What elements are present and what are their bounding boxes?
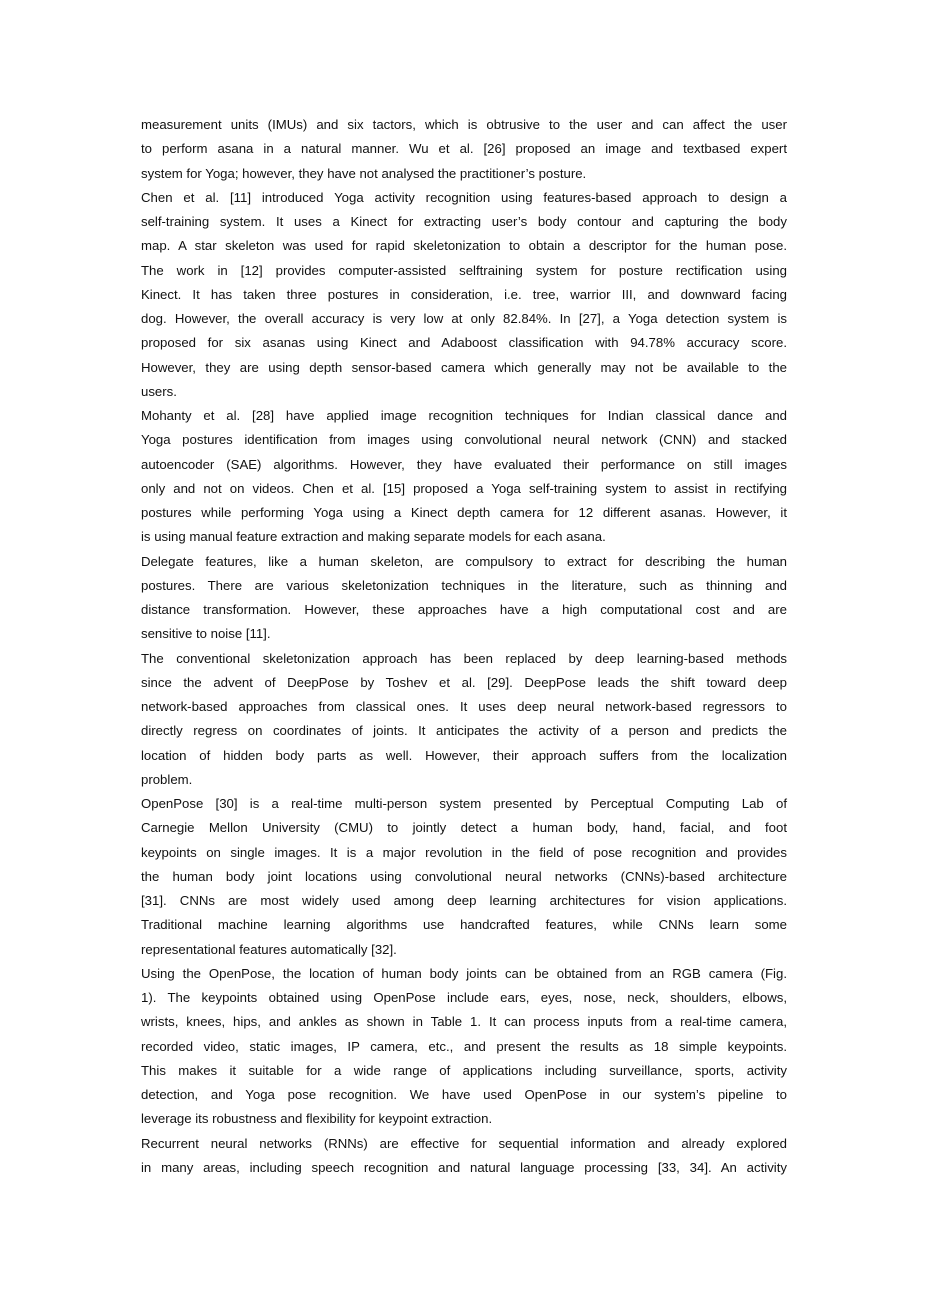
text-line: The conventional skeletonization approach has been replaced by deep learning-based methods [141, 650, 787, 666]
text-line: [31]. CNNs are most widely used among deep learning architectures for vision applications. [141, 893, 787, 908]
text-line: users. [141, 383, 177, 399]
paragraph [141, 404, 787, 550]
text-line: 1). The keypoints obtained using OpenPose include ears, eyes, nose, neck, shoulders, elbows, [141, 990, 787, 1005]
text-line: measurement units (IMUs) and six tactors, which is obtrusive to the user and can affect the user [141, 117, 787, 132]
text-line: system for Yoga; however, they have not analysed the practitioner’s posture. [141, 165, 587, 181]
text-line: Mohanty et al. [28] have applied image recognition techniques for Indian classical dance and [141, 408, 787, 423]
text-line: Traditional machine learning algorithms use handcrafted features, while CNNs learn some [141, 917, 787, 933]
text-line: since the advent of DeepPose by Toshev et al. [29]. DeepPose leads the shift toward deep [141, 674, 787, 690]
text-line: Yoga postures identification from images using convolutional neural network (CNN) and stacked [141, 432, 787, 448]
text-line: wrists, knees, hips, and ankles as shown in Table 1. It can process inputs from a real-time camera, [141, 1014, 787, 1030]
text-line: directly regress on coordinates of joints. It anticipates the activity of a person and predicts the [141, 723, 787, 739]
text-line: location of hidden body parts as well. However, their approach suffers from the localization [141, 747, 787, 763]
text-line: leverage its robustness and flexibility for keypoint extraction. [141, 1111, 493, 1127]
text-line: representational features automatically [32]. [141, 941, 397, 957]
text-line: to perform asana in a natural manner. Wu et al. [26] proposed an image and textbased expert [141, 141, 787, 157]
text-line: autoencoder (SAE) algorithms. However, they have evaluated their performance on still images [141, 456, 787, 472]
text-line: However, they are using depth sensor-based camera which generally may not be available to the [141, 359, 787, 375]
text-line: This makes it suitable for a wide range of applications including surveillance, sports, activity [141, 1062, 787, 1078]
text-line: recorded video, static images, IP camera, etc., and present the results as 18 simple keypoints. [141, 1038, 787, 1054]
paragraph [141, 962, 787, 1132]
paragraph [141, 1132, 787, 1181]
text-line: in many areas, including speech recognition and natural language processing [33, 34]. An activity [141, 1159, 787, 1175]
text-line: problem. [141, 771, 193, 787]
text-line: self-training system. It uses a Kinect for extracting user’s body contour and capturing the body [141, 214, 787, 229]
text-line: sensitive to noise [11]. [141, 626, 271, 642]
text-line: the human body joint locations using convolutional neural networks (CNNs)-based architecture [141, 868, 787, 884]
text-line: Chen et al. [11] introduced Yoga activity recognition using features-based approach to design a [141, 189, 787, 205]
text-line: dog. However, the overall accuracy is very low at only 82.84%. In [27], a Yoga detection system is [141, 311, 787, 326]
text-line: network-based approaches from classical ones. It uses deep neural network-based regressors to [141, 699, 787, 714]
text-line: Using the OpenPose, the location of human body joints can be obtained from an RGB camera (Fig. [141, 965, 787, 981]
paragraph [141, 647, 787, 793]
text-line: Kinect. It has taken three postures in consideration, i.e. tree, warrior III, and downward facing [141, 286, 787, 302]
text-line: postures while performing Yoga using a Kinect depth camera for 12 different asanas. However, it [141, 505, 787, 520]
text-line: proposed for six asanas using Kinect and Adaboost classification with 94.78% accuracy score. [141, 335, 787, 351]
text-line: postures. There are various skeletonization techniques in the literature, such as thinning and [141, 577, 787, 593]
text-line: only and not on videos. Chen et al. [15] proposed a Yoga self-training system to assist in rectifying [141, 480, 787, 496]
text-line: keypoints on single images. It is a major revolution in the field of pose recognition and provides [141, 844, 787, 860]
text-line: map. A star skeleton was used for rapid skeletonization to obtain a descriptor for the human pose. [141, 238, 787, 254]
document-body [141, 113, 787, 1180]
paragraph [141, 550, 787, 647]
paragraph [141, 186, 787, 404]
text-line: Carnegie Mellon University (CMU) to jointly detect a human body, hand, facial, and foot [141, 820, 787, 836]
text-line: OpenPose [30] is a real-time multi-person system presented by Perceptual Computing Lab of [141, 796, 787, 811]
text-line: Recurrent neural networks (RNNs) are effective for sequential information and already explored [141, 1135, 787, 1151]
text-line: Delegate features, like a human skeleton, are compulsory to extract for describing the human [141, 553, 787, 569]
text-line: is using manual feature extraction and making separate models for each asana. [141, 529, 606, 545]
text-line: The work in [12] provides computer-assisted selftraining system for posture rectification using [141, 262, 787, 278]
text-line: detection, and Yoga pose recognition. We have used OpenPose in our system’s pipeline to [141, 1087, 787, 1102]
paragraph [141, 792, 787, 962]
paragraph [141, 113, 787, 186]
text-line: distance transformation. However, these approaches have a high computational cost and are [141, 602, 787, 617]
